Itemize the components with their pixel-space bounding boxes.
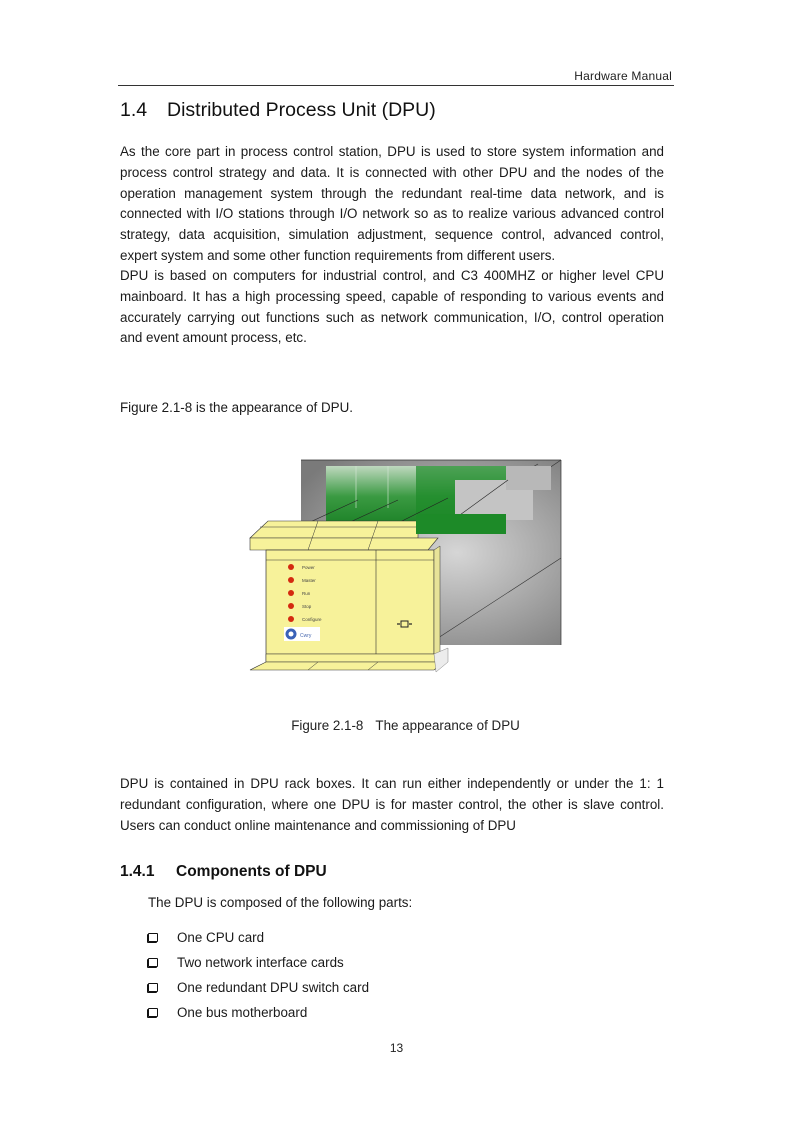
led-label: Run (302, 591, 311, 596)
led-label: Stop (302, 604, 312, 609)
subsection-title: Components of DPU (176, 863, 327, 880)
list-item-text: One bus motherboard (177, 1005, 308, 1020)
components-list (146, 925, 369, 1025)
list-item (146, 1000, 369, 1025)
led-power (288, 564, 294, 570)
logo-text: Cwry (300, 633, 312, 639)
caption-number: Figure 2.1-8 (291, 718, 364, 733)
running-header: Hardware Manual (574, 69, 672, 83)
figure-caption (0, 718, 793, 733)
led-master (288, 577, 294, 583)
list-item-text: Two network interface cards (177, 955, 344, 970)
caption-text: The appearance of DPU (375, 718, 520, 733)
list-item-text: One CPU card (177, 930, 265, 945)
list-item (146, 925, 369, 950)
led-label: Power (302, 565, 315, 570)
paragraph-rack: DPU is contained in DPU rack boxes. It can run either independently or under the 1: 1 redundant configuration, where one DPU is for master control, the other is slave control. Users can conduct online maintenance and commissioning of DPU (120, 776, 664, 833)
dpu-illustration (248, 458, 564, 678)
checkbox-bullet-icon (148, 958, 158, 967)
header-rule (118, 85, 674, 86)
paragraph-cpu: DPU is based on computers for industrial control, and C3 400MHZ or higher level CPU mainboard. It has a high processing speed, capable of responding to various events and accurately carrying out functions such as network communication, I/O, control operation and event amount process, etc. (120, 268, 664, 346)
section-number: 1.4 (120, 99, 148, 121)
section-heading (120, 99, 436, 122)
list-item-text: One redundant DPU switch card (177, 980, 370, 995)
led-configure (288, 616, 294, 622)
led-label: Master (302, 578, 316, 583)
checkbox-bullet-icon (148, 933, 158, 942)
list-item (146, 950, 369, 975)
dpu-figure (248, 458, 564, 678)
page-number: 13 (389, 1041, 404, 1055)
led-label: Configure (302, 617, 322, 622)
subsection-number: 1.4.1 (120, 863, 155, 880)
led-stop (288, 603, 294, 609)
checkbox-bullet-icon (148, 983, 158, 992)
subsection-heading (120, 863, 327, 881)
paragraph-figure-ref: Figure 2.1-8 is the appearance of DPU. (120, 400, 353, 415)
led-run (288, 590, 294, 596)
checkbox-bullet-icon (148, 1008, 158, 1017)
paragraph-intro: As the core part in process control station, DPU is used to store system information and process control strategy and data. It is connected with other DPU and the nodes of the operation management system through the redundant real-time data network, and is connected with I/O stations through I/O network so as to realize various advanced control strategy, data acquisition, simulation adjustment, sequence control, advanced control, expert system and some other function requirements from different users. (120, 144, 664, 263)
section-title: Distributed Process Unit (DPU) (167, 99, 436, 121)
components-intro: The DPU is composed of the following parts: (148, 895, 413, 910)
list-item (146, 975, 369, 1000)
